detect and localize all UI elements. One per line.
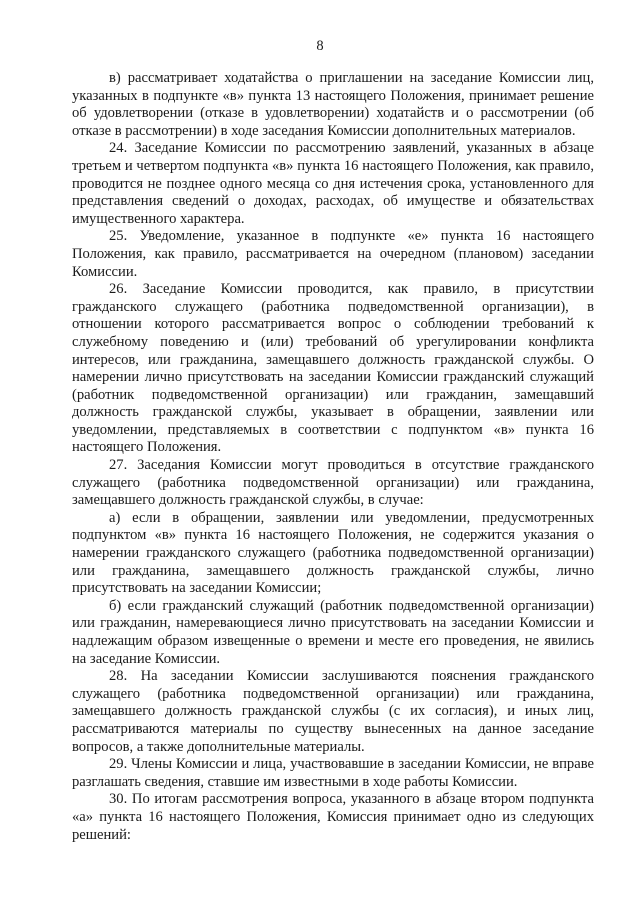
paragraph-25: 25. Уведомление, указанное в подпункте «е» пункта 16 настоящего Положения, как правило, рассматривается на очередном (плановом) заседании Комиссии. [72, 228, 594, 280]
paragraph-23v: в) рассматривает ходатайства о приглашении на заседание Комиссии лиц, указанных в подпункте «в» пункта 13 настоящего Положения, принимает решение об удовлетворении (отказе в удовлетворении) ходатайств и о рассмотрении (об отказе в рассмотрении) в ходе заседания Комиссии дополнительных материалов. [72, 70, 594, 139]
document-body [72, 70, 594, 844]
paragraph-30: 30. По итогам рассмотрения вопроса, указанного в абзаце втором подпункта «а» пункта 16 настоящего Положения, Комиссия принимает одно из следующих решений: [72, 791, 594, 843]
paragraph-26: 26. Заседание Комиссии проводится, как правило, в присутствии гражданского служащего (работника подведомственной организации), в отношении которого рассматривается вопрос о соблюдении требований к служебному поведению и (или) требований об урегулировании конфликта интересов, или гражданина, замещавшего должность гражданской службы. О намерении лично присутствовать на заседании Комиссии гражданский служащий (работник подведомственной организации) или гражданин, замещавший должность гражданской службы, указывает в обращении, заявлении или уведомлении, представляемых в соответствии с подпунктом «в» пункта 16 настоящего Положения. [72, 281, 594, 456]
paragraph-24: 24. Заседание Комиссии по рассмотрению заявлений, указанных в абзаце третьем и четвертом подпункта «в» пункта 16 настоящего Положения, как правило, проводится не позднее одного месяца со дня истечения срока, установленного для представления сведений о доходах, расходах, об имуществе и обязательствах имущественного характера. [72, 140, 594, 227]
paragraph-29: 29. Члены Комиссии и лица, участвовавшие в заседании Комиссии, не вправе разглашать сведения, ставшие им известными в ходе работы Комиссии. [72, 756, 594, 790]
paragraph-27: 27. Заседания Комиссии могут проводиться в отсутствие гражданского служащего (работника подведомственной организации) или гражданина, замещавшего должность гражданской службы, в случае: [72, 457, 594, 509]
paragraph-27a: а) если в обращении, заявлении или уведомлении, предусмотренных подпунктом «в» пункта 16 настоящего Положения, не содержится указания о намерении гражданского служащего (работника подведомственной организации) или гражданина, замещавшего должность гражданской службы, лично присутствовать на заседании Комиссии; [72, 509, 594, 597]
page-number: 8 [316, 38, 324, 54]
paragraph-27b: б) если гражданский служащий (работник подведомственной организации) или гражданин, намеревающиеся лично присутствовать на заседании Комиссии и надлежащим образом извещенные о времени и месте его проведения, не явились на заседание Комиссии. [72, 597, 594, 667]
paragraph-28: 28. На заседании Комиссии заслушиваются пояснения гражданского служащего (работника подведомственной организации) или гражданина, замещавшего должность гражданской службы (с их согласия), и иных лиц, рассматриваются материалы по существу вынесенных на данное заседание вопросов, а также дополнительные материалы. [72, 668, 594, 755]
